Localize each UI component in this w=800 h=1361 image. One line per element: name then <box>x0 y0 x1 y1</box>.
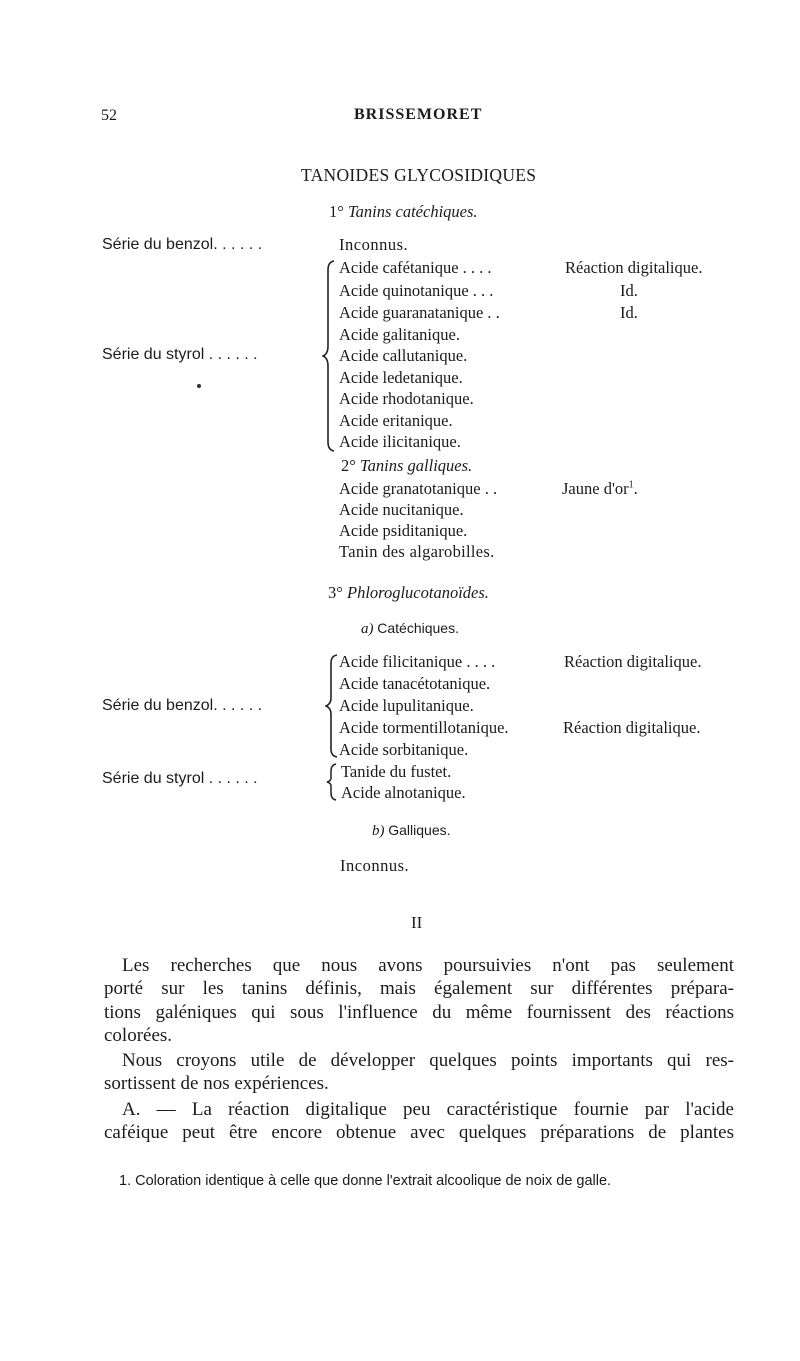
sub-b-text: Galliques. <box>388 822 451 838</box>
paragraph-3 <box>104 1098 734 1145</box>
footnote-number: 1. <box>119 1173 132 1189</box>
list-item: Acide callutanique. <box>339 346 468 365</box>
group2-reaction-text: Jaune d'or <box>562 479 629 498</box>
sub-b-label: b) <box>372 823 385 839</box>
text-line: tions galéniques qui sous l'influence du même fournissent des réactions <box>104 1001 734 1023</box>
group3-styrol-brace <box>325 762 339 802</box>
stray-dot <box>197 384 201 388</box>
list-item: Acide alnotanique. <box>341 783 466 802</box>
list-item: Acide guaranatanique . . <box>339 303 500 322</box>
list-item: Acide quinotanique . . . <box>339 281 494 300</box>
paragraph-2 <box>104 1049 734 1096</box>
list-item: Acide psiditanique. <box>339 521 468 540</box>
section-number: II <box>411 913 423 932</box>
footnote-text: Coloration identique à celle que donne l'extrait alcoolique de noix de galle. <box>135 1173 612 1189</box>
group3-sub-b <box>372 822 451 840</box>
group1-reaction-1: Id. <box>620 281 638 300</box>
list-item: Tanide du fustet. <box>341 762 452 781</box>
running-title: BRISSEMORET <box>354 106 483 123</box>
list-item: Acide galitanique. <box>339 325 460 344</box>
sub-a-label: a) <box>361 621 374 637</box>
list-item: Acide tormentillotanique. <box>339 718 509 737</box>
list-item: Acide rhodotanique. <box>339 389 474 408</box>
group1-styrol-label: Série du styrol . . . . . . <box>102 346 258 363</box>
list-item: Acide cafétanique . . . . <box>339 258 492 277</box>
group3-heading-text: Phloroglucotanoïdes. <box>346 583 489 602</box>
group1-heading <box>329 202 478 222</box>
text-line: Les recherches que nous avons poursuivies n'ont pas seulement <box>122 955 734 976</box>
section-title: TANOIDES GLYCOSIDIQUES <box>301 165 537 185</box>
group3-sub-a <box>361 620 459 638</box>
text-line: Nous croyons utile de développer quelques points importants qui res- <box>122 1050 734 1071</box>
group2-heading <box>341 456 472 476</box>
footnote <box>119 1173 611 1189</box>
text-line: porté sur les tanins définis, mais également sur différentes prépara- <box>104 978 734 1000</box>
paragraph-1 <box>104 954 734 1048</box>
text-line: caféique peut être encore obtenue avec quelques préparations de plantes <box>104 1122 734 1144</box>
group2-reaction-end: . <box>633 479 638 498</box>
text-line: colorées. <box>104 1025 173 1047</box>
group3-benzol-label: Série du benzol. . . . . . <box>102 697 263 714</box>
list-item: Acide eritanique. <box>339 411 453 430</box>
text-line: A. — La réaction digitalique peu caractéristique fournie par l'acide <box>122 1099 734 1120</box>
group1-benzol-entry: Inconnus. <box>339 235 409 254</box>
list-item: Acide sorbitanique. <box>339 740 469 759</box>
text-line: sortissent de nos expériences. <box>104 1073 329 1095</box>
group1-benzol-label: Série du benzol. . . . . . <box>102 236 263 253</box>
group3-heading <box>328 583 489 603</box>
group1-heading-num: 1° <box>329 202 344 221</box>
group3-reaction-4: Réaction digitalique. <box>563 718 701 737</box>
group3-reaction-1: Réaction digitalique. <box>564 652 702 671</box>
list-item: Acide granatotanique . . <box>339 479 498 498</box>
list-item: Acide nucitanique. <box>339 500 464 519</box>
group2-reaction <box>562 479 638 499</box>
page-number: 52 <box>101 107 117 124</box>
group1-brace <box>322 258 338 454</box>
group2-heading-text: Tanins galliques. <box>359 456 473 475</box>
sub-b-entry: Inconnus. <box>340 856 410 875</box>
group1-reaction-2: Id. <box>620 303 638 322</box>
list-item: Acide tanacétotanique. <box>339 674 491 693</box>
sub-a-text: Catéchiques. <box>377 620 459 636</box>
group2-heading-num: 2° <box>341 456 356 475</box>
list-item: Acide lupulitanique. <box>339 696 474 715</box>
list-item: Tanin des algarobilles. <box>339 542 495 561</box>
group3-heading-num: 3° <box>328 583 343 602</box>
group3-styrol-label: Série du styrol . . . . . . <box>102 770 258 787</box>
group1-heading-text: Tanins catéchiques. <box>347 202 478 221</box>
list-item: Acide ledetanique. <box>339 368 463 387</box>
group1-reaction-0: Réaction digitalique. <box>565 258 703 277</box>
footnote-ref: 1 <box>628 479 634 491</box>
list-item: Acide ilicitanique. <box>339 432 461 451</box>
list-item: Acide filicitanique . . . . <box>339 652 496 671</box>
